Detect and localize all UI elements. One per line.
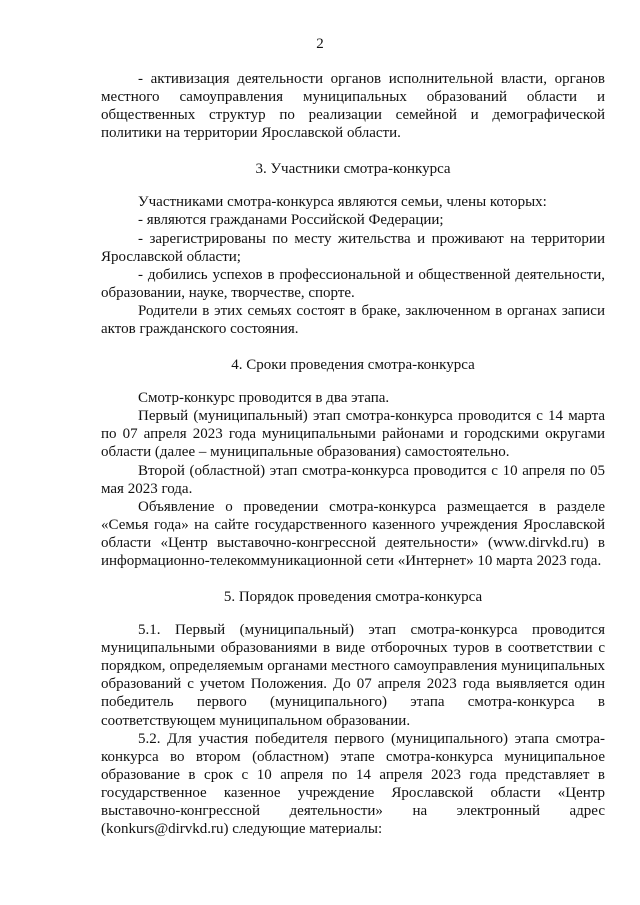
section-3-paragraph: - зарегистрированы по месту жительства и проживают на территории Ярославской области; <box>101 230 605 265</box>
section-3-paragraph: Участниками смотра-конкурса являются семьи, члены которых: <box>138 194 547 211</box>
section-5-heading: 5. Порядок проведения смотра-конкурса <box>223 589 483 606</box>
section-4-heading: 4. Сроки проведения смотра-конкурса <box>231 357 475 374</box>
section-4-paragraph: Смотр-конкурс проводится в два этапа. <box>138 390 390 407</box>
section-5-paragraph: 5.1. Первый (муниципальный) этап смотра-конкурса проводится муниципальными образованиями в виде отборочных туров в соответствии с порядком, определяемым органами местного самоуправления муниципальных образований с учетом Положения. До 07 апреля 2023 года выявляется один победитель первого (муниципального) этапа смотра-конкурса в соответствующем муниципальном образовании. <box>101 622 605 729</box>
section-3-heading: 3. Участники смотра-конкурса <box>255 161 451 178</box>
section-3-paragraph: - являются гражданами Российской Федерации; <box>138 212 444 229</box>
section-4-paragraph: Объявление о проведении смотра-конкурса размещается в разделе «Семья года» на сайте государственного казенного учреждения Ярославской области «Центр выставочно-конгрессной деятельности» (www.dirvkd.ru) в информационно-телекоммуникационной сети «Интернет» 10 марта 2023 года. <box>101 498 605 569</box>
section-4-paragraph: Первый (муниципальный) этап смотра-конкурса проводится с 14 марта по 07 апреля 2023 года муниципальными районами и городскими округами области (далее – муниципальные образования) самостоятельно. <box>101 408 605 461</box>
section-3-paragraph: Родители в этих семьях состоят в браке, заключенном в органах записи актов гражданского состояния. <box>101 302 605 338</box>
section-4-paragraph: Второй (областной) этап смотра-конкурса проводится с 10 апреля по 05 мая 2023 года. <box>101 462 605 497</box>
section-5-paragraph: 5.2. Для участия победителя первого (муниципального) этапа смотра-конкурса во втором (областном) этапе смотра-конкурса муниципальное образование в срок с 10 апреля по 14 апреля 2023 года представляет в государственное казенное учреждение Ярославской области «Центр выставочно-конгрессной деятельности» на электронный адрес (konkurs@dirvkd.ru) следующие материалы: <box>101 730 605 838</box>
section-3-paragraph: - добились успехов в профессиональной и общественной деятельности, образовании, науке, творчестве, спорте. <box>101 266 605 301</box>
intro-paragraph: - активизация деятельности органов исполнительной власти, органов местного самоуправления муниципальных образований области и общественных структур по реализации семейной и демографической политики на территории Ярославской области. <box>101 71 605 142</box>
document-body <box>101 70 605 838</box>
page-number: 2 <box>316 36 324 52</box>
